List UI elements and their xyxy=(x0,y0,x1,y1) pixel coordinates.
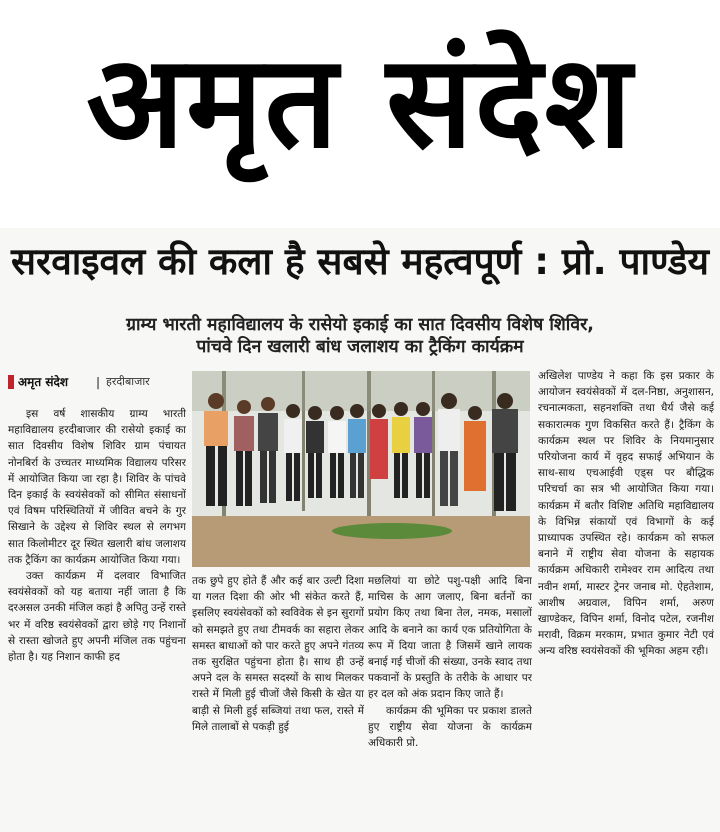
group-photo-image xyxy=(192,371,530,567)
article-headline: सरवाइवल की कला है सबसे महत्वपूर्ण : प्रो. पाण्डेय xyxy=(11,240,709,283)
masthead xyxy=(0,0,720,225)
article-column-4 xyxy=(538,368,714,832)
source-name: अमृत संदेश xyxy=(18,375,69,389)
news-clipping xyxy=(0,228,720,832)
col3-paragraph-2: कार्यक्रम की भूमिका पर प्रकाश डालते हुए राष्ट्रीय सेवा योजना के कार्यक्रम अधिकारी प्रो. xyxy=(368,704,532,750)
col1-paragraph-1: इस वर्ष शासकीय ग्राम्य भारती महाविद्यालय हरदीबाजार की रासेयो इकाई का सात दिवसीय विशेष शिविर ग्राम पंचायत नोनबिर्रा के उच्चतर माध्यमिक विद्यालय परिसर में आयोजित किया जा रहा है। शिविर के पांचवे दिन इकाई के स्वयंसेवकों को सीमित संसाधनों एवं विषम परिस्थितियों में जीवित बचने के गुर सिखाने के उद्देश्य से शिविर स्थल से लगभग सात किलोमीटर दूर स्थित खलारी बांध जलाशय तक ट्रैकिंग का कार्यक्रम आयोजित किया गया। xyxy=(8,408,186,566)
article-column-1 xyxy=(8,406,186,832)
dateline: हरदीबाजार xyxy=(106,375,150,388)
col4-paragraph-1: अखिलेश पाण्डेय ने कहा कि इस प्रकार के आयोजन स्वयंसेवकों में दल-निष्ठा, अनुशासन, रचनात्मकता, सहनशक्ति तथा धैर्य जैसे कई सकारात्मक गुण विकसित करते हैं। ट्रैकिंग के कार्यक्रम स्थल पर शिविर के नियमानुसार परियोजना कार्य में वृहद सफाई अभियान के साथ-साथ एचआईवी एड्स पर बौद्धिक परिचर्चा का सत्र भी आयोजित किया गया। कार्यक्रम में बतौर विशिष्ट अतिथि महाविद्यालय के विभिन्न संकायों एवं विभागों के कई प्राध्यापक उपस्थित रहे। कार्यक्रम को सफल बनाने में राष्ट्रीय सेवा योजना के सहायक कार्यक्रम अधिकारी रामेश्वर राम आदित्य तथा नवीन शर्मा, मास्टर ट्रेनर जनाब मो. ऐहतेशाम, आशीष अग्रवाल, विपिन शर्मा, अरुण खाण्डेकर, विपिन शर्मा, विनोद पटेल, रजनीश मरावी, विक्रम मरकाम, प्रभात कुमार नेटी एवं अन्य वरिष्ठ स्वयंसेवकों की भूमिका अहम रही। xyxy=(538,370,714,658)
masthead-title: अमृत संदेश xyxy=(86,28,634,177)
col2-text: तक छुपे हुए होते हैं और कई बार उल्टी दिशा या गलत दिशा की ओर भी संकेत करते हैं, इसलिए स्वयंसेवकों को स्वविवेक से इन सुरागों को समझते हुए तथा टीमवर्क का सहारा लेकर समस्त बाधाओं को पार करते हुए अपने गंतव्य तक सुरक्षित पहुंचना होता है। साथ ही उन्हें अपने दल के समस्त सदस्यों के साथ मिलकर रास्ते में मिली हुई चीजों जैसे किसी के खेत या बाड़ी से मिली हुई सब्जियां तथा फल, रास्ते में मिले तालाबों से पकड़ी हुई xyxy=(192,575,364,733)
tag-separator: | xyxy=(96,375,101,389)
subhead-line-2: पांचवे दिन खलारी बांध जलाशय का ट्रैकिंग कार्यक्रम xyxy=(196,337,524,357)
col1-paragraph-2: उक्त कार्यक्रम में दलवार विभाजित स्वयंसेवकों को यह बताया नहीं जाता है कि दरअसल उनकी मंजिल कहां है अपितु उन्हें रास्ते भर में वरिष्ठ स्वयंसेवकों द्वारा छोड़े गए निशानों से रास्ता खोजते हुए अपनी मंजिल तक पहुंचना होता है। यह निशान काफी हद xyxy=(8,570,186,664)
source-tag xyxy=(8,373,188,393)
article-column-2 xyxy=(192,573,364,832)
tag-bar xyxy=(8,375,14,389)
subhead-line-1: ग्राम्य भारती महाविद्यालय के रासेयो इकाई का सात दिवसीय विशेष शिविर, xyxy=(126,315,594,335)
col3-paragraph-1: मछलियां या छोटे पशु-पक्षी आदि बिना माचिस के आग जलाए, बिना बर्तनों का प्रयोग किए तथा बिना तेल, नमक, मसालों आदि के बनाने का कार्य एक प्रतियोगिता के रूप में दिया जाता है जिसमें खाने लायक बनाई गई चीजों की संख्या, उनके स्वाद तथा पकवानों के प्रस्तुति के तरीके के आधार पर हर दल को अंक प्रदान किए जाते हैं। xyxy=(368,575,532,701)
article-column-3 xyxy=(368,573,532,832)
group-photo xyxy=(192,371,530,567)
article-subhead xyxy=(10,314,710,358)
